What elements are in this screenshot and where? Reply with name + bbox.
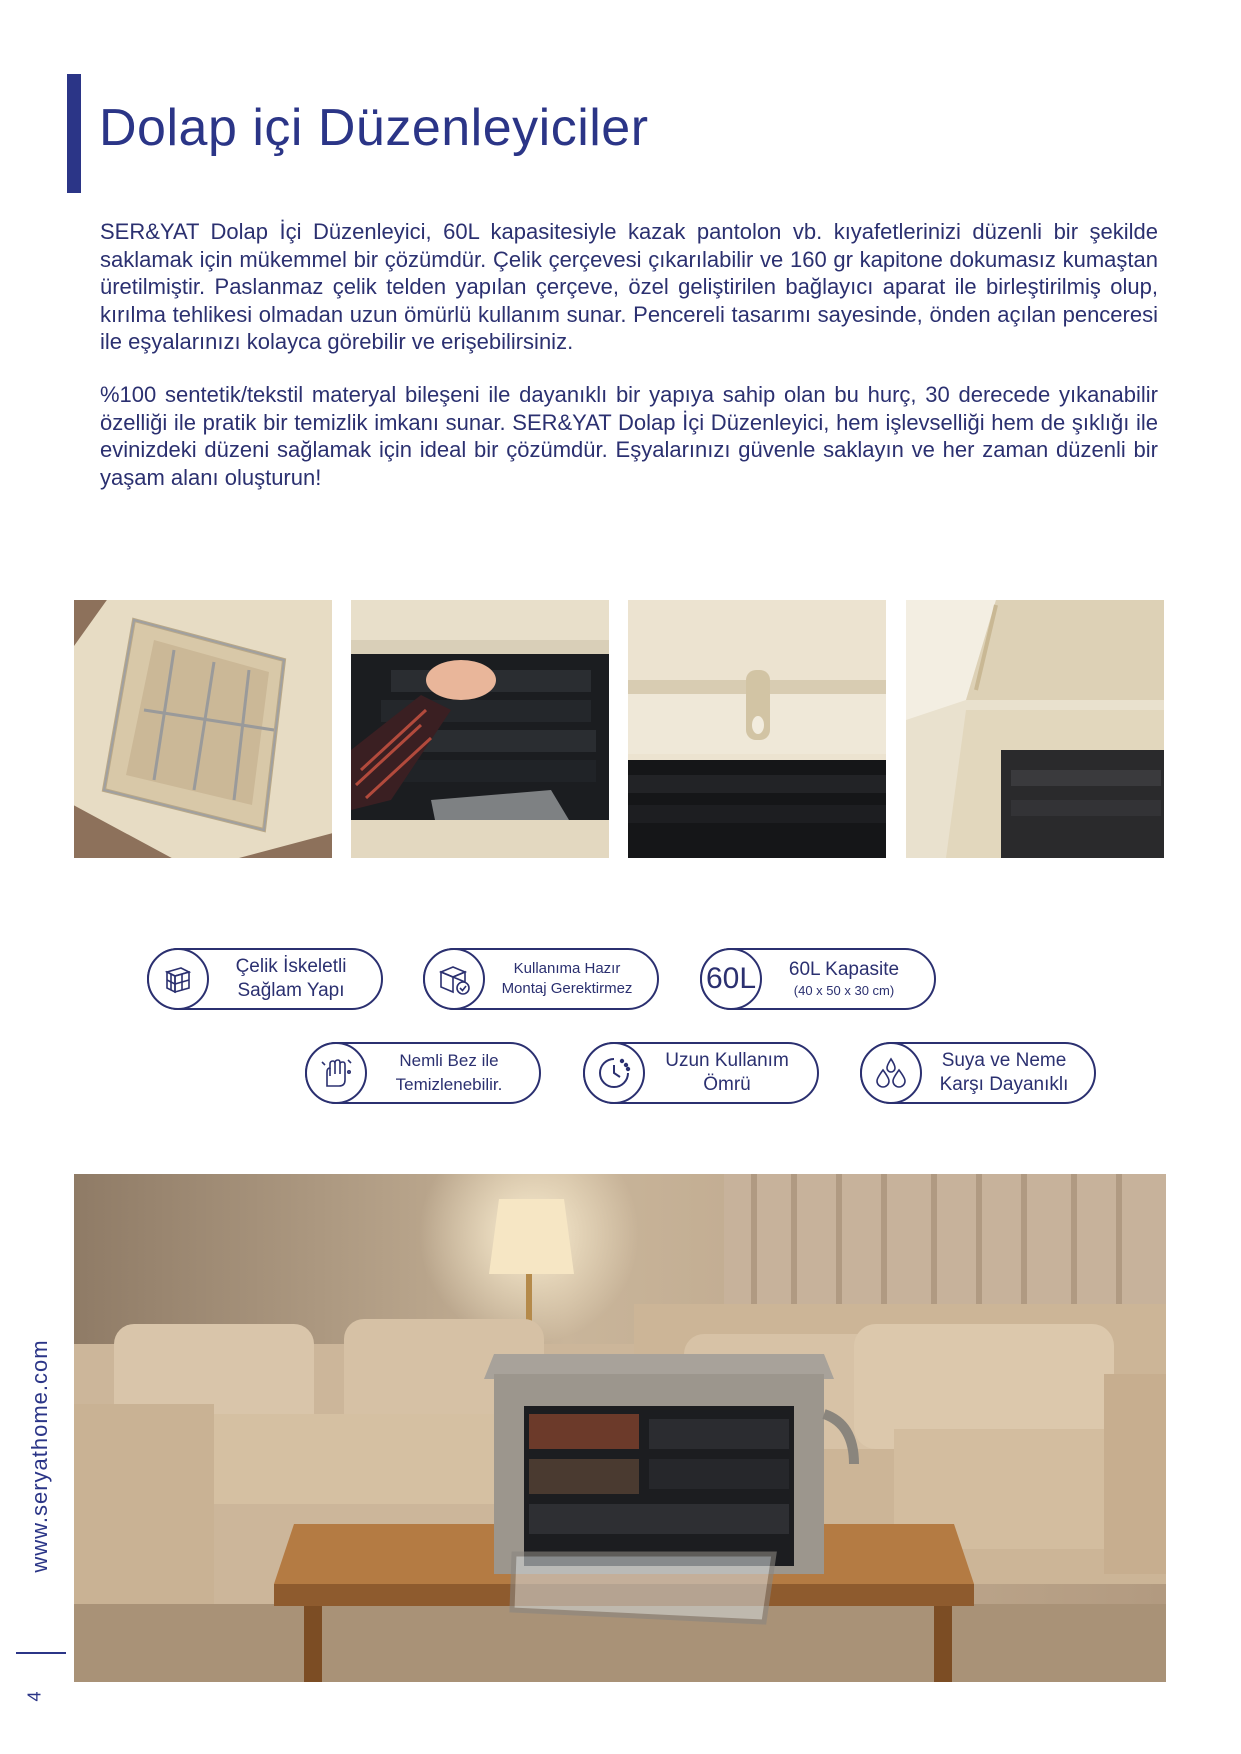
feature-line2: (40 x 50 x 30 cm)	[793, 983, 895, 998]
feature-long-life	[583, 1042, 819, 1104]
feature-line2: Karşı Dayanıklı	[939, 1074, 1069, 1095]
care-paragraph: %100 sentetik/tekstil materyal bileşeni ile dayanıklı bir yapıya sahip olan bu hurç, 30 derecede yıkanabilir özelliği ile pratik bir temizlik imkanı sunar. SER&YAT Dolap İçi Düzenleyici, hem işlevselliği hem de şıklığı ile evinizdeki düzeni sağlamak için ideal bir çözümdür. Eşyalarınızı güvenle saklayın ve her zaman düzenli bir yaşam alanı oluşturun!	[100, 382, 1158, 490]
feature-line2: Montaj Gerektirmez	[501, 980, 633, 997]
photo-zipper-detail	[628, 600, 886, 858]
box-check-icon	[423, 948, 485, 1010]
feature-line1: Suya ve Neme	[941, 1050, 1067, 1071]
feature-steel-frame	[147, 948, 383, 1010]
capacity-badge: 60L	[700, 948, 762, 1010]
feature-line1: Nemli Bez ile	[399, 1051, 499, 1070]
feature-line1: Kullanıma Hazır	[513, 960, 621, 977]
feature-line1: Çelik İskeletli	[235, 956, 347, 977]
intro-paragraph: SER&YAT Dolap İçi Düzenleyici, 60L kapasitesiyle kazak pantolon vb. kıyafetlerinizi düzenli bir şekilde saklamak için mükemmel bir çözümdür. Çelik çerçevesi çıkarılabilir ve 160 gr kapitone dokumasız kumaştan üretilmiştir. Paslanmaz çelik telden yapılan çerçeve, özel geliştirilen bağlayıcı aparat ile birleştirilmiş olup, kırılma tehlikesi olmadan uzun ömürlü kullanım sunar. Pencereli tasarımı sayesinde, önden açılan penceresi ile eşyalarınızı kolayca görebilir ve erişebilirsiniz.	[100, 219, 1158, 354]
title-accent-bar	[67, 74, 81, 193]
hero-living-room-photo	[74, 1174, 1166, 1682]
cube-frame-icon	[147, 948, 209, 1010]
feature-capacity	[700, 948, 936, 1010]
feature-line1: 60L Kapasite	[788, 959, 900, 980]
feature-line2: Temizlenebilir.	[395, 1075, 503, 1094]
water-drops-icon	[860, 1042, 922, 1104]
page-title: Dolap içi Düzenleyiciler	[99, 99, 649, 157]
clock-icon	[583, 1042, 645, 1104]
wipe-hand-icon	[305, 1042, 367, 1104]
feature-line2: Ömrü	[703, 1074, 751, 1095]
page-number-divider	[16, 1652, 66, 1654]
feature-water-resistant	[860, 1042, 1096, 1104]
photo-hand-reaching	[351, 600, 609, 858]
photo-box-corner	[906, 600, 1164, 858]
page-number: 4	[24, 1691, 45, 1702]
feature-line2: Sağlam Yapı	[237, 980, 345, 1001]
website-url: www.seryathome.com	[27, 1339, 52, 1573]
feature-ready-to-use	[423, 948, 659, 1010]
photo-steel-frame	[74, 600, 332, 858]
feature-line1: Uzun Kullanım	[665, 1050, 789, 1071]
feature-damp-cloth	[305, 1042, 541, 1104]
